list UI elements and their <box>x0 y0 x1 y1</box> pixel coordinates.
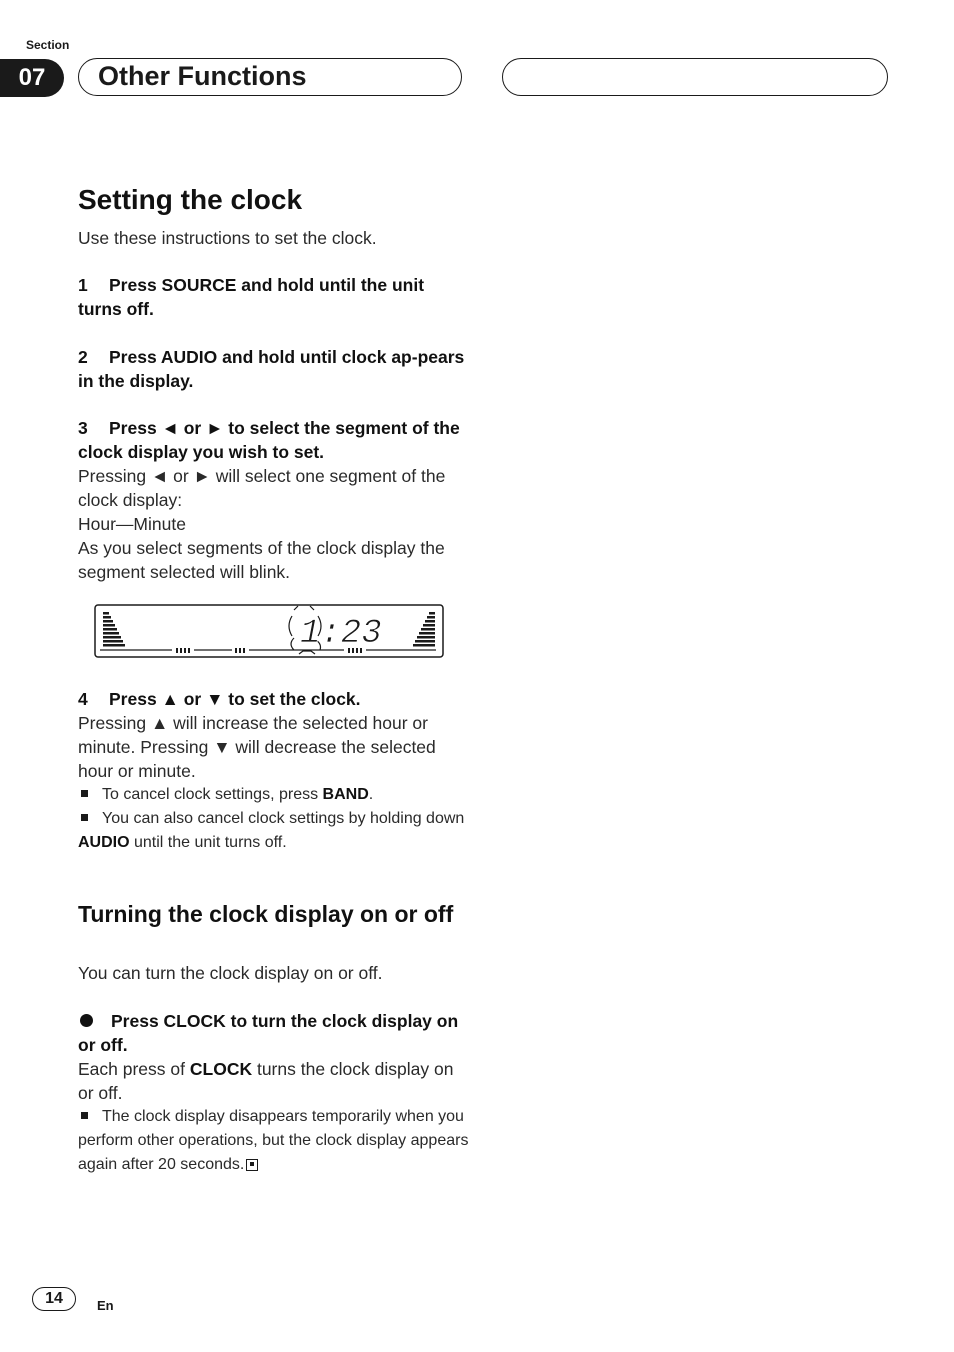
note-clock-temporarily: The clock display disappears temporarily when you perform other operations, but the clock display appears again after 20 seconds. <box>78 1108 469 1173</box>
clock-display-heading: Turning the clock display on or off <box>78 901 454 927</box>
bullet-icon <box>80 1014 93 1027</box>
step-1: 1 Press SOURCE and hold until the unit turns off. <box>78 275 425 319</box>
setting-clock-heading: Setting the clock <box>78 184 303 215</box>
section-label: Section <box>26 38 70 52</box>
clock-display-intro: You can turn the clock display on or off. <box>78 963 383 983</box>
language-label: En <box>97 1298 114 1313</box>
step-3-segments: Hour—Minute <box>78 514 186 534</box>
clock-display-step: Press CLOCK to turn the clock display on or off. Each press of CLOCK turns the clock display on or off. The clock display disappears temporarily when you perform other operations, but the clock display appears again after 20 seconds. <box>78 1009 470 1177</box>
note-square-icon <box>81 790 88 797</box>
chapter-header <box>78 58 462 96</box>
lcd-time: 1:23 <box>300 615 382 653</box>
setting-clock-intro: Use these instructions to set the clock. <box>78 228 377 248</box>
section-number: 07 <box>0 59 64 97</box>
chapter-title: Other Functions <box>98 61 307 91</box>
end-mark-icon <box>246 1159 258 1171</box>
step-3-body: Pressing ◄ or ► will select one segment of the clock display: <box>78 466 446 510</box>
page-number: 14 <box>32 1287 76 1311</box>
step-4: 4 Press ▲ or ▼ to set the clock. Pressing ▲ will increase the selected hour or minute. Pressing ▼ will decrease the selected hour or minute. To cancel clock settings, press BAND. You can also cancel clock settings by holding down AUDIO until the unit turns off. <box>78 687 470 855</box>
step-2: 2 Press AUDIO and hold until clock ap-pears in the display. <box>78 347 465 391</box>
note-cancel-band: To cancel clock settings, press BAND. <box>78 783 470 807</box>
step-3: 3 Press ◄ or ► to select the segment of the clock display you wish to set. Pressing ◄ or ► will select one segment of the clock display: Hour—Minute As you select segments of the clock display the segment selected will blink. <box>78 416 470 584</box>
note-square-icon <box>81 1112 88 1119</box>
header-blank-pill <box>502 58 888 96</box>
note-cancel-audio: You can also cancel clock settings by holding down AUDIO until the unit turns off. <box>78 810 465 851</box>
step-4-body: Pressing ▲ will increase the selected hour or minute. Pressing ▼ will decrease the selected hour or minute. <box>78 713 436 781</box>
clock-display-body: Each press of CLOCK turns the clock display on or off. <box>78 1059 454 1103</box>
lcd-clock-illustration <box>94 604 444 658</box>
note-square-icon <box>81 814 88 821</box>
step-3-blink-note: As you select segments of the clock display the segment selected will blink. <box>78 538 445 582</box>
